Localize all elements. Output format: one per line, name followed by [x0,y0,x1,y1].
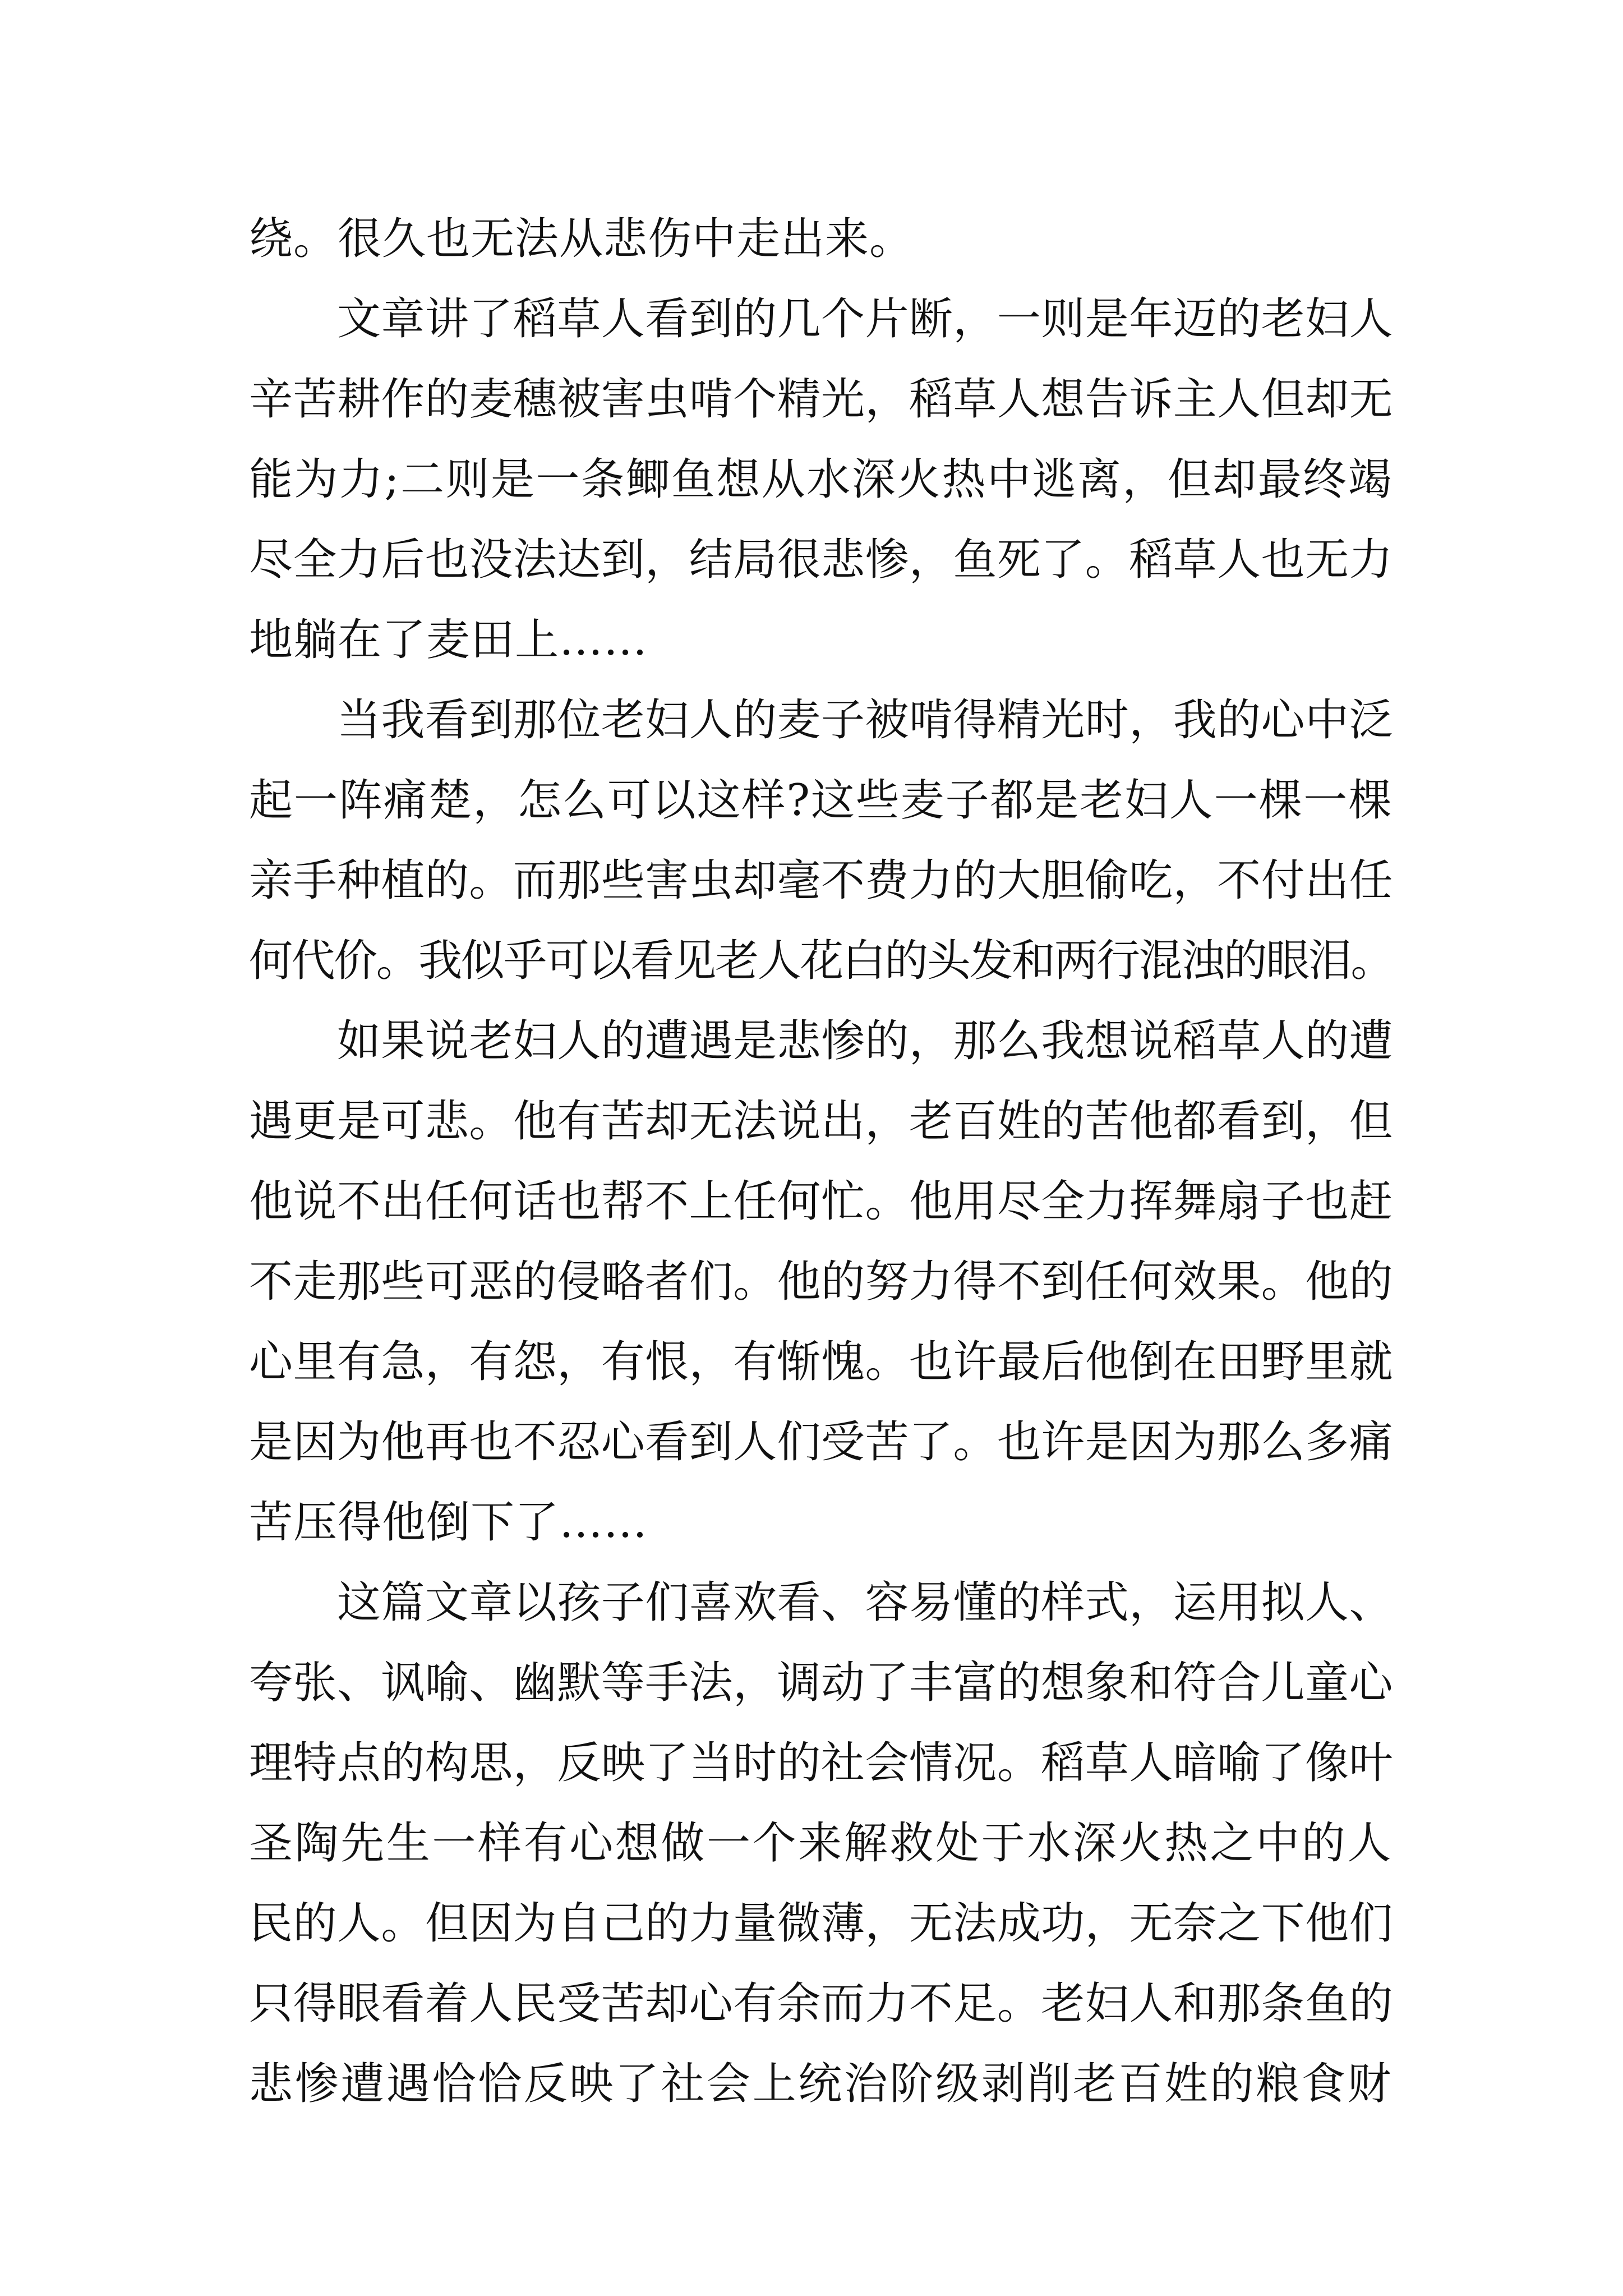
text-line: 不走那些可恶的侵略者们。他的努力得不到任何效果。他的 [249,1257,1393,1307]
text-line: 只得眼看着人民受苦却心有余而力不足。老妇人和那条鱼的 [249,1978,1393,2029]
text-line: 圣陶先生一样有心想做一个来解救处于水深火热之中的人 [249,1818,1393,1869]
text-line: 这篇文章以孩子们喜欢看、容易懂的样式，运用拟人、 [249,1577,1393,1628]
text-line: 如果说老妇人的遭遇是悲惨的，那么我想说稻草人的遭 [249,1016,1393,1066]
body-text [249,199,1393,2124]
text-line: 绕。很久也无法从悲伤中走出来。 [249,214,914,264]
text-line: 尽全力后也没法达到，结局很悲惨，鱼死了。稻草人也无力 [249,535,1393,585]
text-line: 遇更是可悲。他有苦却无法说出，老百姓的苦他都看到，但 [249,1096,1393,1147]
text-line: 心里有急，有怨，有恨，有惭愧。也许最后他倒在田野里就 [249,1337,1393,1387]
text-line: 亲手种植的。而那些害虫却毫不费力的大胆偷吃，不付出任 [249,855,1393,906]
text-line: 苦压得他倒下了…… [249,1497,648,1548]
text-line: 辛苦耕作的麦穗被害虫啃个精光，稻草人想告诉主人但却无 [249,374,1393,425]
text-line: 何代价。我似乎可以看见老人花白的头发和两行混浊的眼泪。 [249,936,1393,986]
text-line: 地躺在了麦田上…… [249,615,648,665]
text-line: 他说不出任何话也帮不上任何忙。他用尽全力挥舞扇子也赶 [249,1176,1393,1227]
text-line: 文章讲了稻草人看到的几个片断，一则是年迈的老妇人 [249,294,1393,344]
text-line: 能为力;二则是一条鲫鱼想从水深火热中逃离，但却最终竭 [249,454,1393,505]
text-line: 悲惨遭遇恰恰反映了社会上统治阶级剥削老百姓的粮食财 [249,2059,1393,2109]
text-line: 起一阵痛楚，怎么可以这样?这些麦子都是老妇人一棵一棵 [249,775,1393,826]
text-line: 理特点的构思，反映了当时的社会情况。稻草人暗喻了像叶 [249,1738,1393,1788]
text-line: 是因为他再也不忍心看到人们受苦了。也许是因为那么多痛 [249,1417,1393,1467]
text-line: 当我看到那位老妇人的麦子被啃得精光时，我的心中泛 [249,695,1393,746]
text-line: 夸张、讽喻、幽默等手法，调动了丰富的想象和符合儿童心 [249,1658,1393,1708]
text-line: 民的人。但因为自己的力量微薄，无法成功，无奈之下他们 [249,1898,1393,1949]
